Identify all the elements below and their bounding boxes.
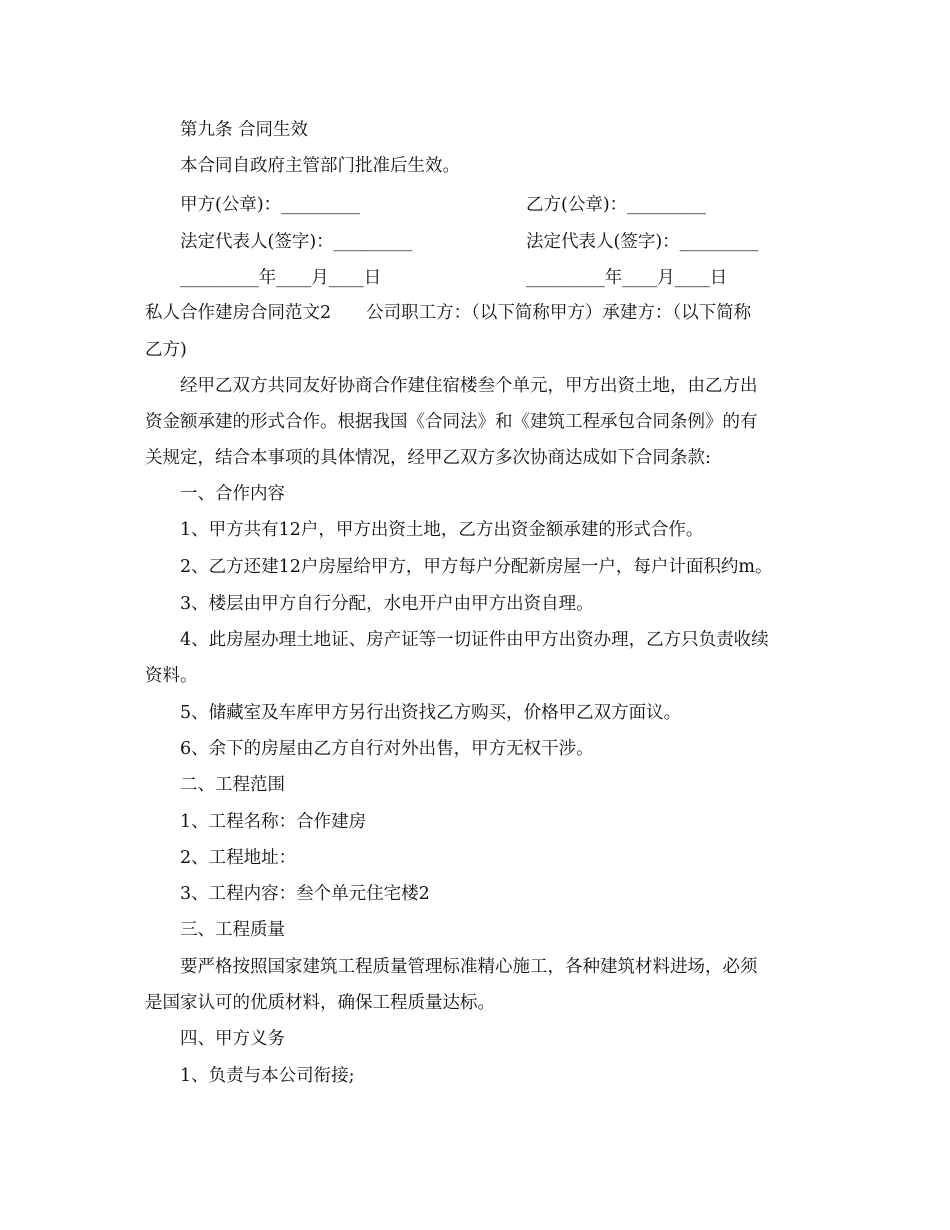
section-4-item-1: 1、负责与本公司衔接;: [180, 1066, 355, 1086]
party-a-seal-field: 甲方(公章)：_________: [180, 195, 360, 215]
section-1-item-3: 3、楼层由甲方自行分配，水电开户由甲方出资自理。: [180, 594, 594, 614]
section-1-item-4-line2: 资料。: [145, 666, 198, 686]
section-2-item-1: 1、工程名称：合作建房: [180, 812, 367, 832]
intro-paragraph-line3: 关规定，结合本事项的具体情况，经甲乙双方多次协商达成如下合同条款:: [145, 448, 711, 468]
contract-2-heading-line1: 私人合作建房合同范文2 公司职工方：（以下简称甲方）承建方：（以下简称: [145, 303, 752, 323]
section-1-item-1: 1、甲方共有12户，甲方出资土地，乙方出资金额承建的形式合作。: [180, 520, 704, 540]
article-9-title: 第九条 合同生效: [180, 120, 309, 140]
section-3-title: 三、工程质量: [180, 920, 285, 940]
article-9-body: 本合同自政府主管部门批准后生效。: [180, 156, 460, 176]
party-a-representative-field: 法定代表人(签字)：_________: [180, 232, 413, 252]
contract-2-heading-line2: 乙方): [145, 340, 187, 360]
intro-paragraph-line1: 经甲乙双方共同友好协商合作建住宿楼叁个单元，甲方出资土地，由乙方出: [180, 376, 758, 396]
section-1-item-4-line1: 4、此房屋办理土地证、房产证等一切证件由甲方出资办理，乙方只负责收续: [180, 630, 769, 650]
section-4-title: 四、甲方义务: [180, 1029, 285, 1049]
party-b-representative-field: 法定代表人(签字)：_________: [526, 232, 759, 252]
section-1-title: 一、合作内容: [180, 484, 285, 504]
section-3-body-line2: 是国家认可的优质材料，确保工程质量达标。: [145, 993, 495, 1013]
section-1-item-5: 5、储藏室及车库甲方另行出资找乙方购买，价格甲乙双方面议。: [180, 703, 682, 723]
section-1-item-2: 2、乙方还建12户房屋给甲方，甲方每户分配新房屋一户，每户计面积约m。: [180, 557, 773, 577]
section-1-item-6: 6、余下的房屋由乙方自行对外出售，甲方无权干涉。: [180, 739, 594, 759]
section-3-body-line1: 要严格按照国家建筑工程质量管理标准精心施工，各种建筑材料进场，必须: [180, 957, 758, 977]
section-2-item-2: 2、工程地址：: [180, 848, 297, 868]
party-b-date-field: _________年____月____日: [526, 268, 728, 288]
section-2-title: 二、工程范围: [180, 775, 285, 795]
intro-paragraph-line2: 资金额承建的形式合作。根据我国《合同法》和《建筑工程承包合同条例》的有: [145, 412, 758, 432]
section-2-item-3: 3、工程内容：叁个单元住宅楼2: [180, 884, 430, 904]
party-a-date-field: _________年____月____日: [180, 268, 382, 288]
party-b-seal-field: 乙方(公章)：_________: [526, 195, 706, 215]
